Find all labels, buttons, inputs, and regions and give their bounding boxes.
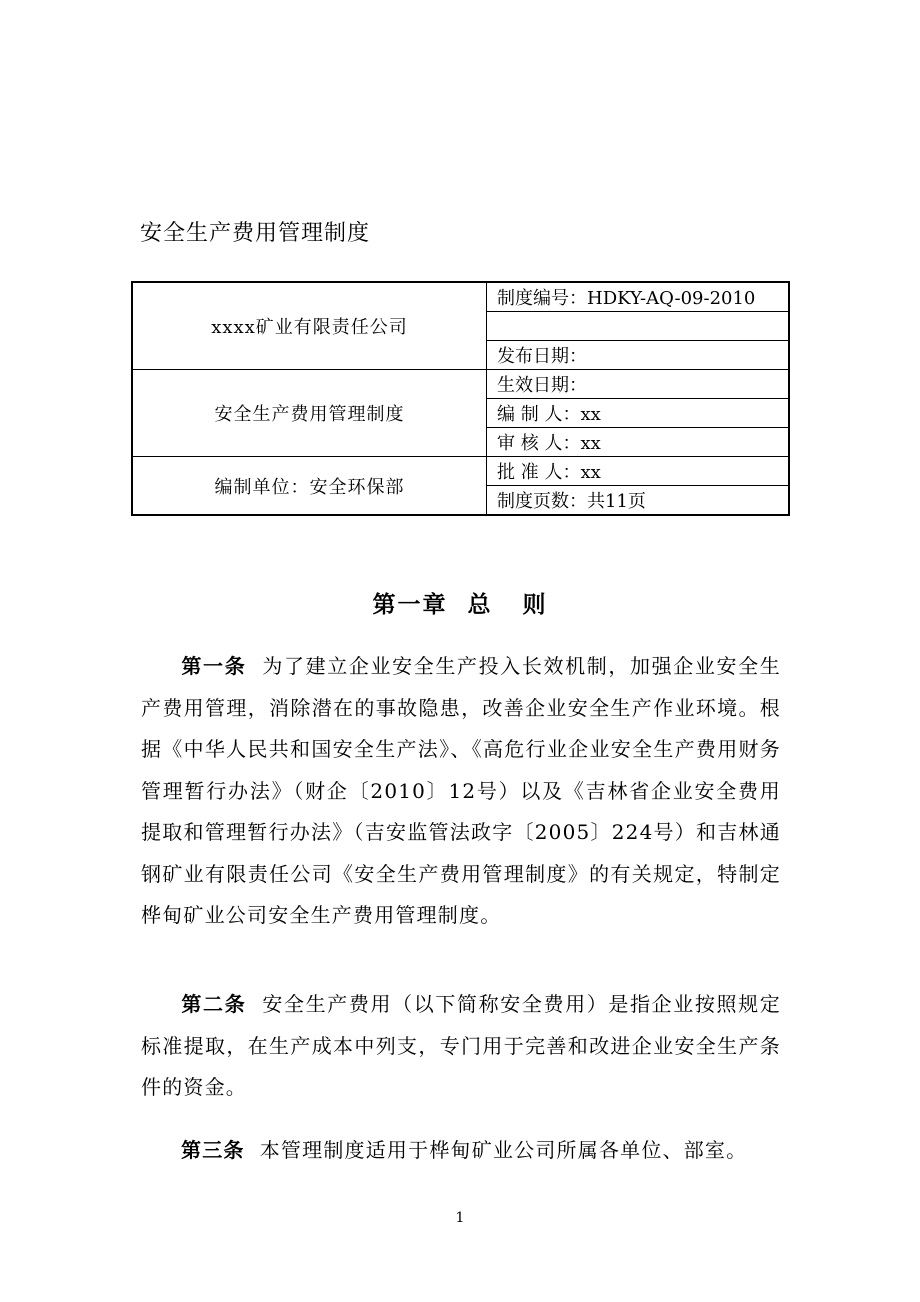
article-1 <box>141 646 781 937</box>
article-2-label: 第二条 <box>181 992 247 1016</box>
article-2-text: 安全生产费用（以下简称安全费用）是指企业按照规定标准提取，在生产成本中列支，专门用于完善和改进企业安全生产条件的资金。 <box>141 992 781 1099</box>
info-row-effective-date: 生效日期： <box>487 370 790 399</box>
article-3 <box>141 1130 781 1172</box>
article-1-label: 第一条 <box>181 654 247 678</box>
info-table <box>131 281 790 516</box>
article-3-text: 本管理制度适用于桦甸矿业公司所属各单位、部室。 <box>259 1138 748 1162</box>
info-row-blank <box>487 312 790 341</box>
info-row-approver: 批 准 人：xx <box>487 457 790 486</box>
info-row-release-date: 发布日期： <box>487 341 790 370</box>
info-row-code: 制度编号：HDKY-AQ-09-2010 <box>487 282 790 312</box>
article-2 <box>141 984 781 1109</box>
info-row-page-count: 制度页数：共11页 <box>487 486 790 516</box>
chapter-title: 第一章 总 则 <box>372 591 548 618</box>
info-row-compiler: 编 制 人：xx <box>487 399 790 428</box>
document-title: 安全生产费用管理制度 <box>140 221 371 246</box>
compiling-unit: 编制单位：安全环保部 <box>132 457 487 516</box>
article-3-label: 第三条 <box>181 1138 245 1162</box>
system-name: 安全生产费用管理制度 <box>132 370 487 457</box>
company-name: xxxx矿业有限责任公司 <box>132 282 487 370</box>
article-1-text: 为了建立企业安全生产投入长效机制，加强企业安全生产费用管理，消除潜在的事故隐患，改善企业安全生产作业环境。根据《中华人民共和国安全生产法》、《高危行业企业安全生产费用财务管理暂行办法》（财企〔2010〕12号）以及《吉林省企业安全费用提取和管理暂行办法》（吉安监管法政字〔2005〕224号）和吉林通钢矿业有限责任公司《安全生产费用管理制度》的有关规定，特制定桦甸矿业公司安全生产费用管理制度。 <box>141 654 781 927</box>
page-number: 1 <box>455 1210 465 1226</box>
info-row-reviewer: 审 核 人：xx <box>487 428 790 457</box>
